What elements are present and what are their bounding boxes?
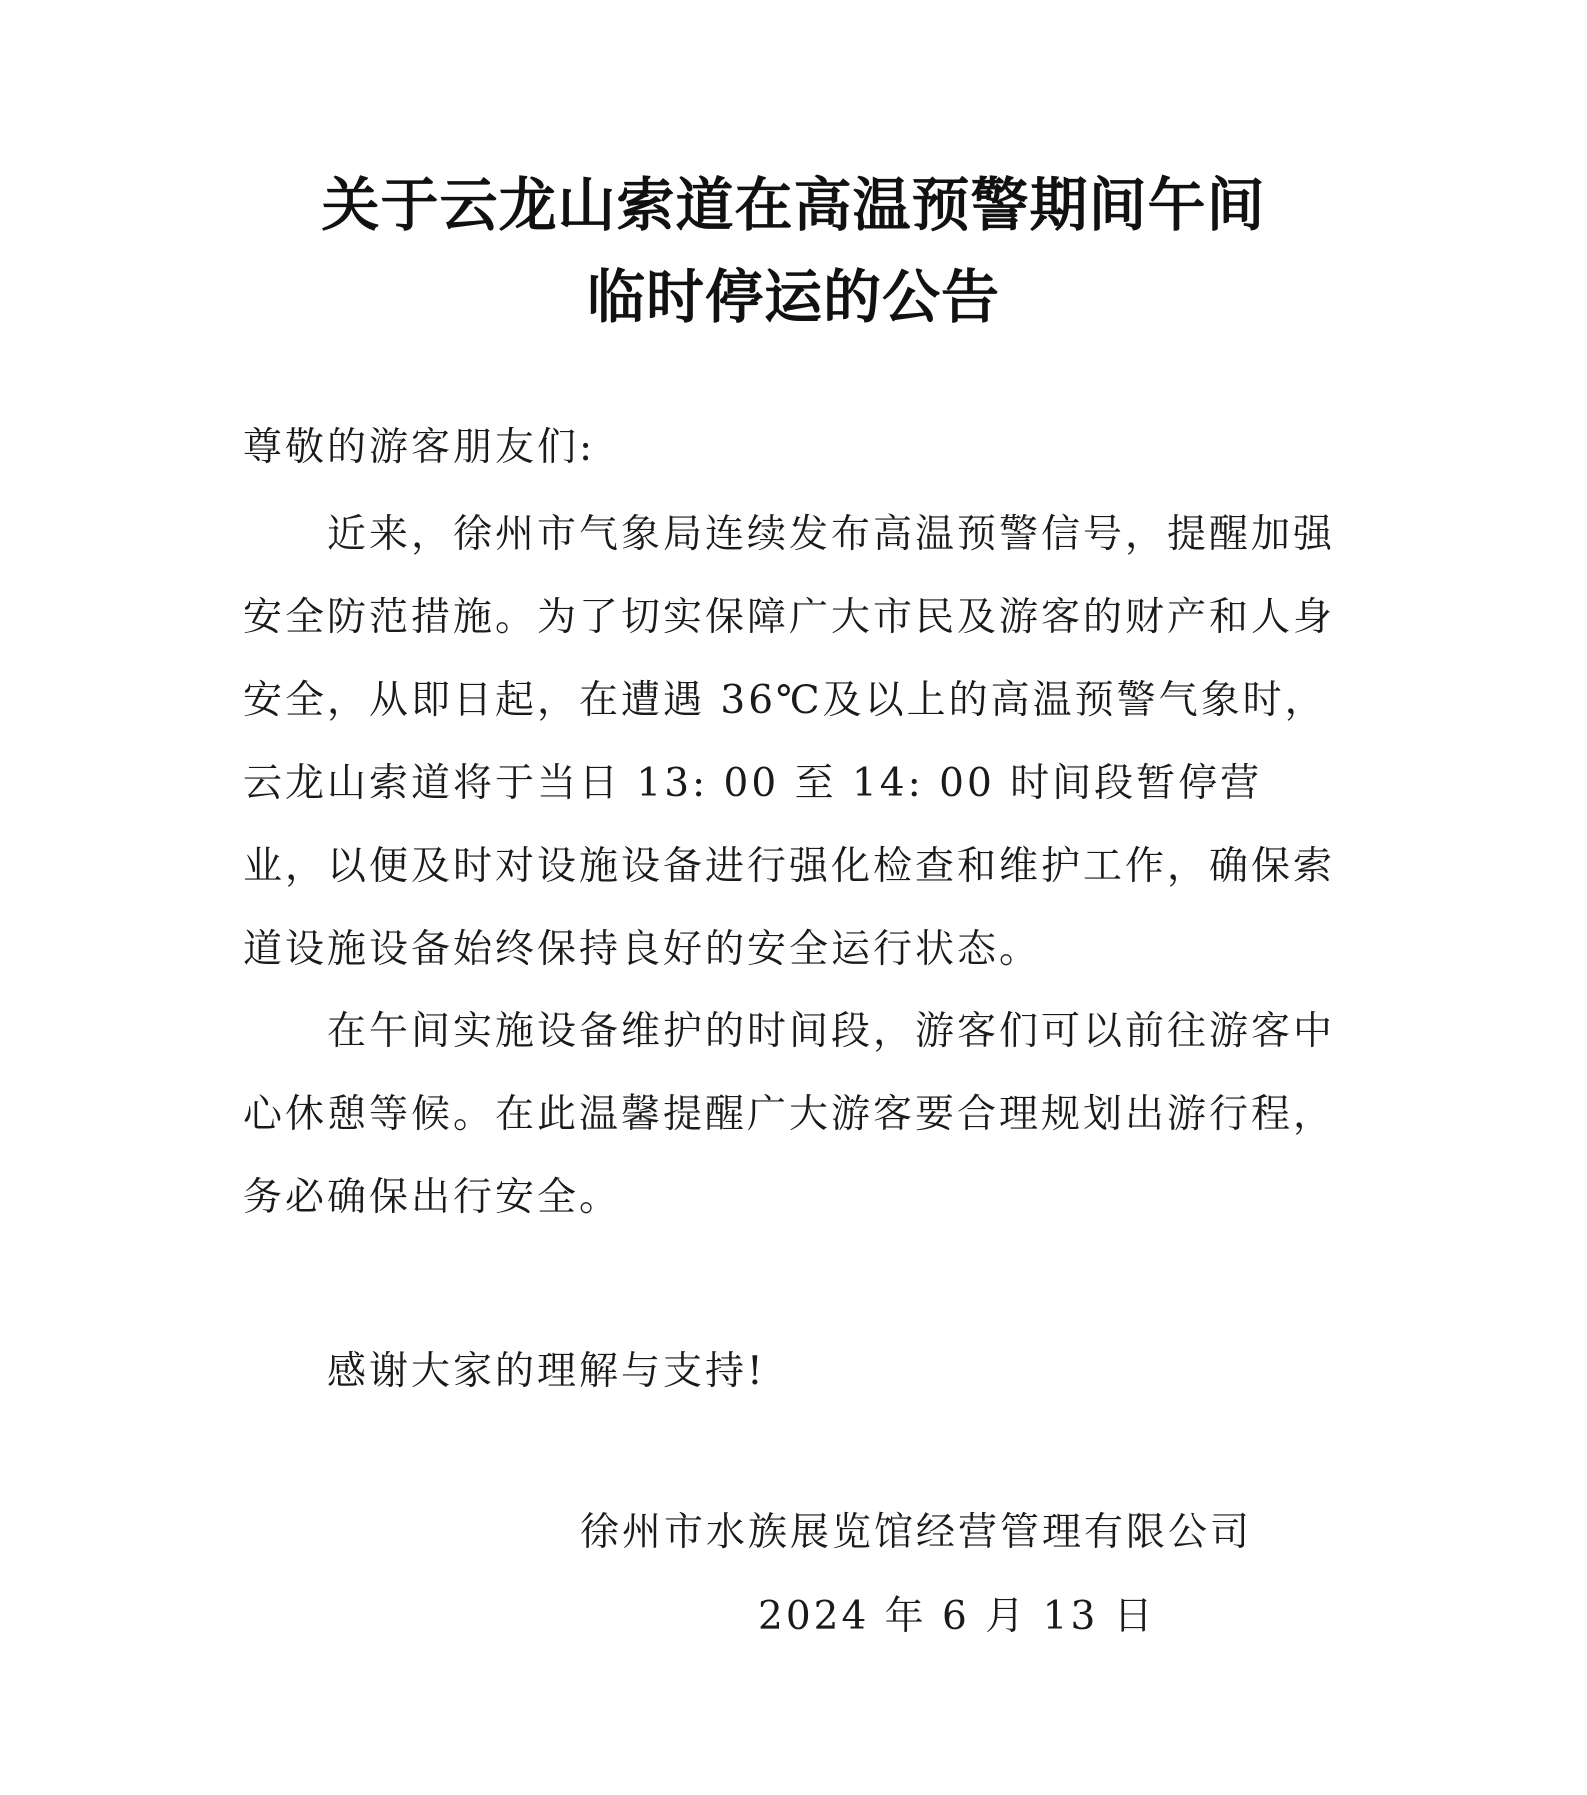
signature-organization: 徐州市水族展览馆经营管理有限公司 <box>580 1510 1253 1555</box>
signature-date: 2024 年 6 月 13 日 <box>758 1594 1156 1639</box>
paragraph-2: 在午间实施设备维护的时间段，游客们可以前往游客中心休憩等候。在此温馨提醒广大游客要合理规划出游行程，务必确保出行安全。 <box>243 1009 1336 1220</box>
notice-title-line-1: 关于云龙山索道在高温预警期间午间 <box>321 171 1266 239</box>
thanks-line: 感谢大家的理解与支持! <box>327 1349 766 1394</box>
salutation: 尊敬的游客朋友们: <box>243 425 596 470</box>
notice-title-line-2: 临时停运的公告 <box>586 263 1000 331</box>
paragraph-1: 近来，徐州市气象局连续发布高温预警信号，提醒加强安全防范措施。为了切实保障广大市民及游客的财产和人身安全，从即日起，在遭遇 36℃及以上的高温预警气象时，云龙山索道将于当日 13: 00 至 14: 00 时间段暂停营业，以便及时对设施设备进行强化检查和维护工作，确保索道设施设备始终保持良好的安全运行状态。 <box>243 512 1336 972</box>
